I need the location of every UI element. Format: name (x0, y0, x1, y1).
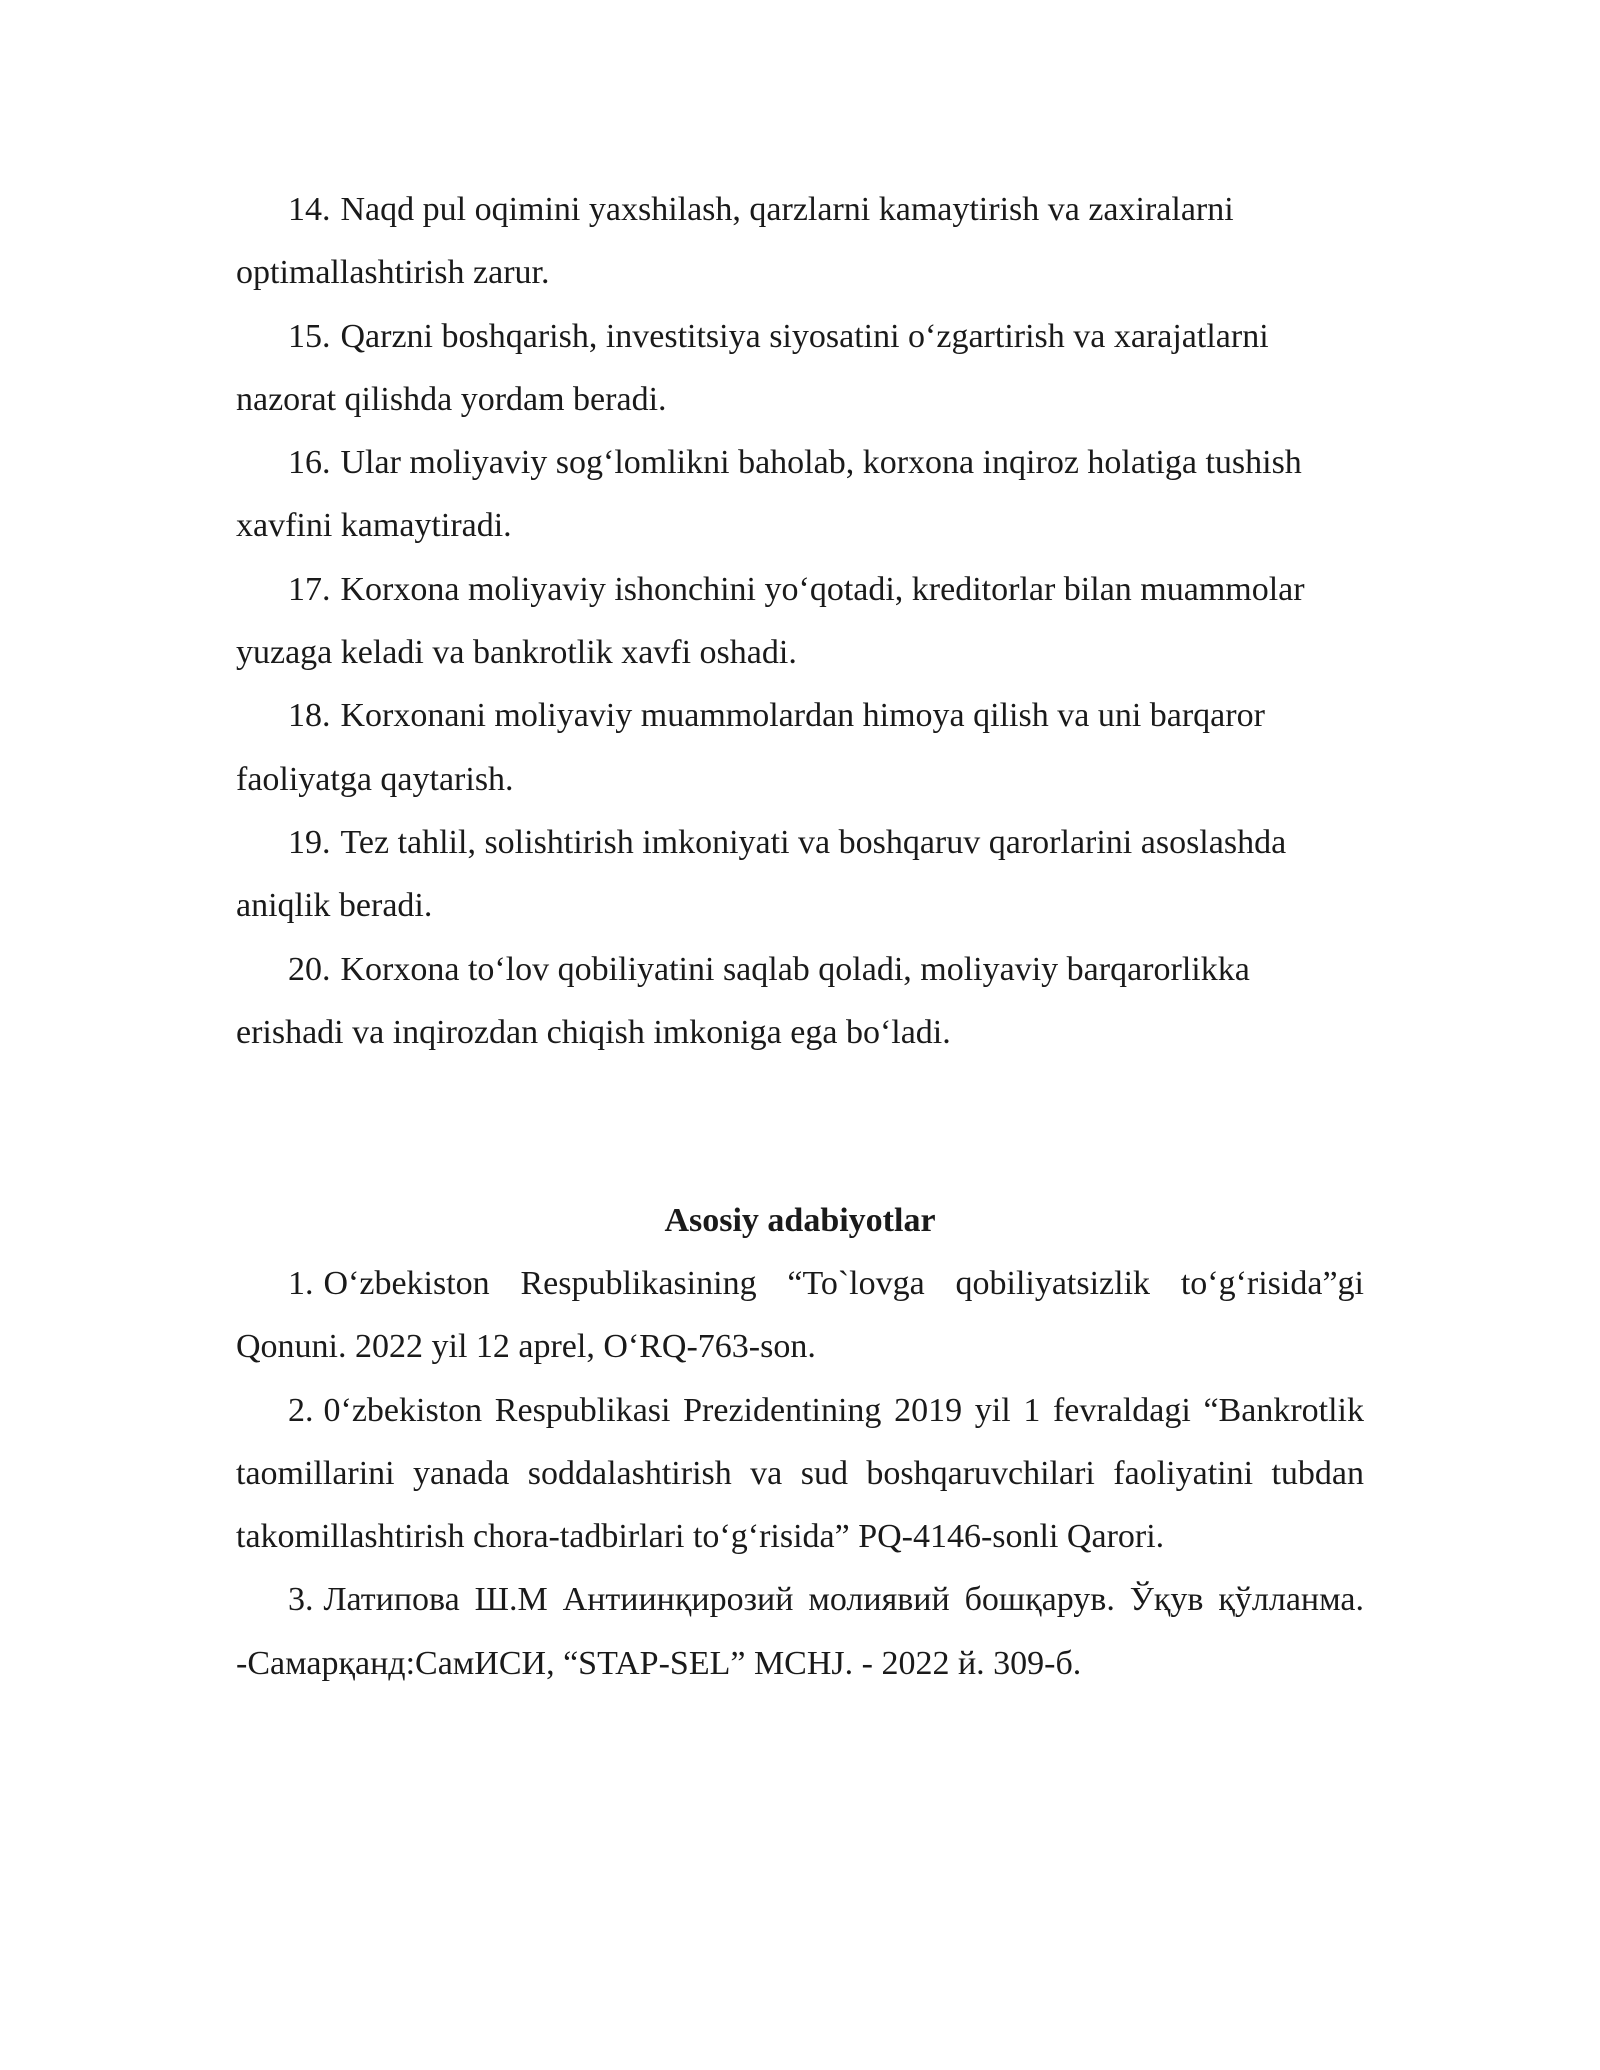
paragraph-number: 16. (288, 444, 331, 482)
paragraph-number: 18. (288, 697, 331, 735)
paragraph-text: Ular moliyaviy sog‘lomlikni baholab, korxona inqiroz holatiga tushish xavfini kamaytiradi. (236, 444, 1302, 545)
references-title: Asosiy adabiyotlar (664, 1202, 936, 1239)
paragraph-16 (236, 431, 1364, 558)
paragraph-number: 15. (288, 317, 331, 355)
paragraph-text: Korxonani moliyaviy muammolardan himoya qilish va uni barqaror faoliyatga qaytarish. (236, 697, 1265, 798)
numbered-paragraphs (236, 178, 1364, 1064)
references-section (236, 1189, 1364, 1695)
paragraph-19 (236, 811, 1364, 938)
paragraph-14 (236, 178, 1364, 305)
reference-1 (236, 1252, 1364, 1379)
reference-3 (236, 1568, 1364, 1695)
reference-text: O‘zbekiston Respublikasining “To`lovga qobiliyatsizlik to‘g‘risida”gi Qonuni. 2022 yil 12 aprel, O‘RQ-763-son. (236, 1265, 1364, 1366)
paragraph-18 (236, 684, 1364, 811)
paragraph-20 (236, 938, 1364, 1065)
paragraph-number: 19. (288, 823, 331, 861)
paragraph-15 (236, 305, 1364, 432)
paragraph-number: 20. (288, 950, 331, 988)
paragraph-17 (236, 558, 1364, 685)
paragraph-text: Korxona to‘lov qobiliyatini saqlab qoladi, moliyaviy barqarorlikka erishadi va inqirozdan chiqish imkoniga ega bo‘ladi. (236, 950, 1250, 1051)
paragraph-text: Qarzni boshqarish, investitsiya siyosatini o‘zgartirish va xarajatlarni nazorat qilishda yordam beradi. (236, 317, 1269, 418)
reference-text: Латипова Ш.М Антиинқирозий молиявий бошқарув. Ўқув қўлланма. -Самарқанд:СамИСИ, “STAP-SEL” MCHJ. - 2022 й. 309-б. (236, 1581, 1364, 1682)
reference-number: 2. (288, 1391, 314, 1429)
paragraph-text: Tez tahlil, solishtirish imkoniyati va boshqaruv qarorlarini asoslashda aniqlik beradi. (236, 823, 1287, 925)
paragraph-number: 14. (288, 191, 331, 228)
reference-number: 3. (288, 1581, 314, 1619)
reference-text: 0‘zbekiston Respublikasi Prezidentining 2019 yil 1 fevraldagi “Bankrotlik taomillarini yanada soddalashtirish va sud boshqaruvchilari faoliyatini tubdan takomillashtirish chora-tadbirlari to‘g‘risida” PQ-4146-sonli Qarori. (236, 1391, 1364, 1556)
reference-2 (236, 1379, 1364, 1569)
reference-number: 1. (288, 1265, 314, 1302)
paragraph-text: Naqd pul oqimini yaxshilash, qarzlarni kamaytirish va zaxiralarni optimallashtirish zarur. (236, 191, 1234, 292)
paragraph-text: Korxona moliyaviy ishonchini yo‘qotadi, kreditorlar bilan muammolar yuzaga keladi va bankrotlik xavfi oshadi. (236, 570, 1305, 672)
paragraph-number: 17. (288, 570, 331, 608)
